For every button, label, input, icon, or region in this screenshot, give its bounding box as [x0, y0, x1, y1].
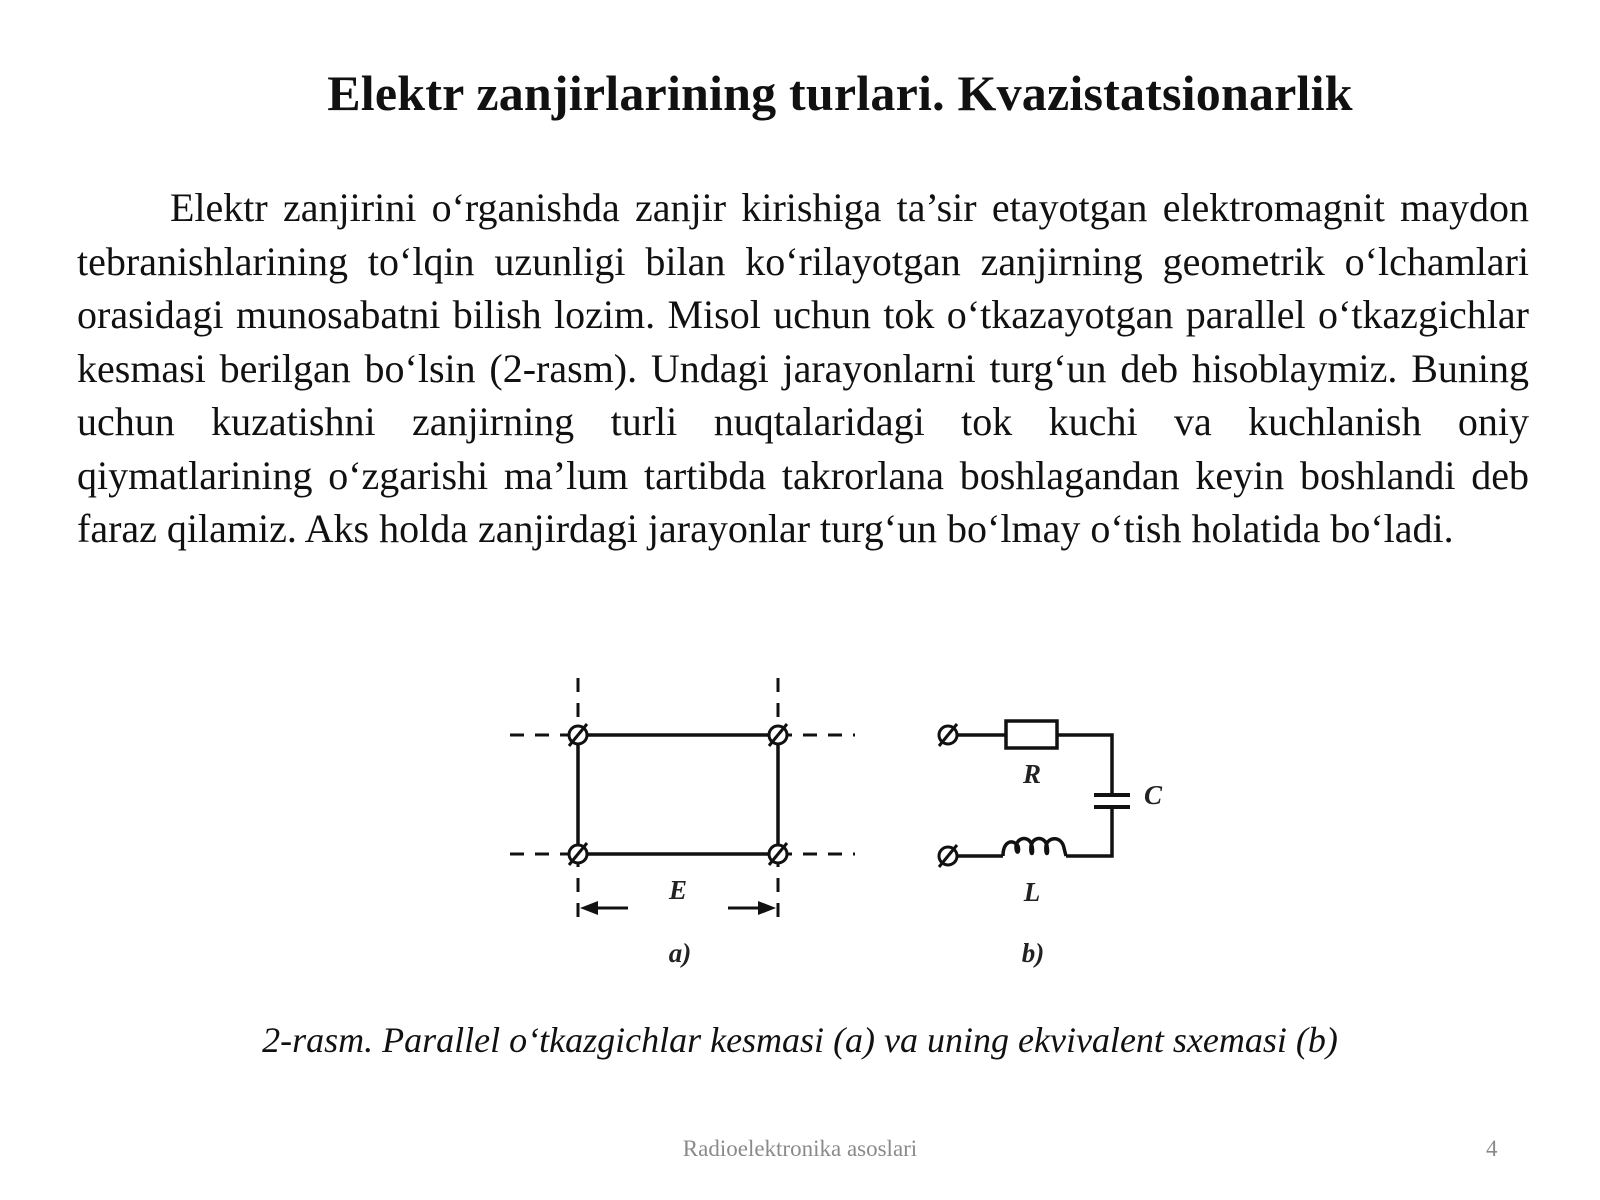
footer-course-title: Radioelektronika asoslari	[682, 1136, 918, 1161]
inductor-symbol	[1003, 839, 1066, 857]
terminal-bottom-left	[569, 843, 587, 865]
panel-b-sublabel: b)	[1021, 938, 1045, 968]
figure-caption: 2-rasm. Parallel o‘tkazgichlar kesmasi (a) va uning ekvivalent sxemasi (b)	[262, 1020, 1338, 1060]
terminal-top-right	[769, 724, 787, 746]
panel-a-sublabel: a)	[668, 938, 692, 968]
inductor-label: L	[1023, 877, 1041, 907]
dimension-label-e: E	[668, 875, 688, 905]
terminal-bottom-right	[769, 843, 787, 865]
wire-resistor-to-capacitor	[1057, 735, 1112, 795]
terminal-input-bottom	[939, 845, 957, 867]
wire-capacitor-to-inductor	[1066, 807, 1112, 856]
capacitor-label: C	[1143, 780, 1163, 810]
dimension-arrow-left	[580, 901, 628, 915]
dimension-arrow-right	[728, 901, 776, 915]
body-paragraph: Elektr zanjirini o‘rganishda zanjir kirishiga ta’sir etayotgan elektromagnit maydon tebranishlarining to‘lqin uzunligi bilan ko‘rilayotgan zanjirning geometrik o‘lchamlari orasidagi munosabatni bilish lozim. Misol uchun tok o‘tkazayotgan parallel o‘tkazgichlar kesmasi berilgan bo‘lsin (2-rasm). Undagi jarayonlarni turg‘un deb hisoblaymiz. Buning uchun kuzatishni zanjirning turli nuqtalaridagi tok kuchi va kuchlanish oniy qiymatlarining o‘zgarishi ma’lum tartibda takrorlana boshlagandan keyin boshlandi deb faraz qilamiz. Aks holda zanjirdagi jarayonlar turg‘un bo‘lmay o‘tish holatida bo‘ladi.	[77, 185, 1529, 551]
terminal-top-left	[569, 724, 587, 746]
conductor-loop	[578, 735, 778, 854]
resistor-symbol	[1006, 721, 1057, 748]
terminal-input-top	[939, 724, 957, 746]
slide-title: Elektr zanjirlarining turlari. Kvazistatsionarlik	[327, 65, 1353, 121]
resistor-label: R	[1022, 759, 1042, 789]
page-number: 4	[1486, 1136, 1498, 1161]
panel-b-equivalent-circuit	[939, 721, 1130, 867]
